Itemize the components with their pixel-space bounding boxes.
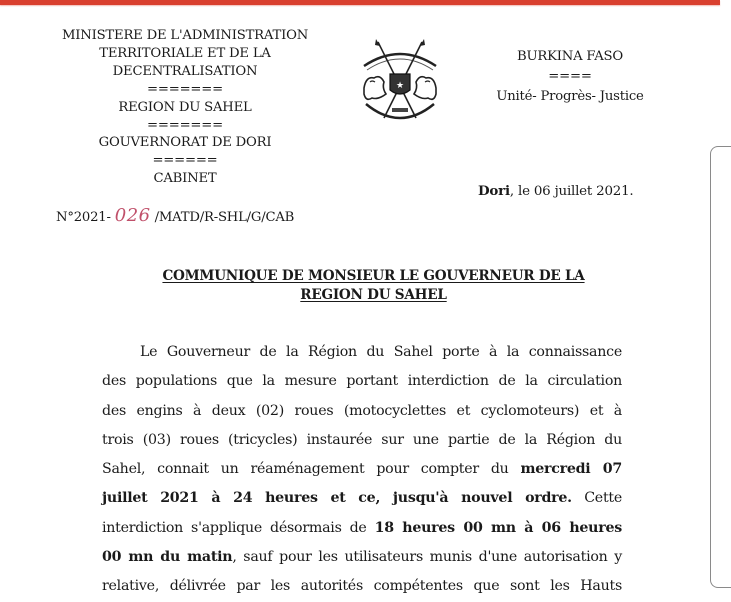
date-text: , le 06 juillet 2021.	[509, 184, 634, 199]
country-name: BURKINA FASO	[516, 49, 624, 64]
body-bold-segment: juillet 2021 à 24 heures et ce, jusqu'à nouvel ordre.	[102, 490, 572, 507]
country-separator: ====	[548, 69, 592, 84]
reference-number	[56, 205, 294, 226]
coat-of-arms-icon	[358, 36, 442, 128]
body-line: des populations que la mesure portant interdiction de la circulation	[102, 373, 622, 390]
top-red-bar	[0, 0, 720, 5]
body-line	[102, 484, 622, 513]
header-line: MINISTERE DE L'ADMINISTRATION	[61, 28, 309, 43]
body-bold-segment: 00 mn du matin	[102, 549, 233, 566]
reference-prefix: N°2021-	[56, 210, 115, 225]
side-panel-handle[interactable]	[710, 146, 731, 588]
body-bold-segment: mercredi 07	[520, 461, 622, 478]
ministry-header	[40, 27, 330, 188]
body-line	[102, 543, 622, 572]
header-separator: =======	[147, 117, 223, 133]
communique-title	[100, 267, 647, 305]
body-line: trois (03) roues (tricycles) instaurée sur une partie de la Région du	[102, 431, 622, 448]
body-line: Le Gouverneur de la Région du Sahel porte à la connaissance	[140, 344, 622, 360]
title-line-2: REGION DU SAHEL	[300, 287, 447, 303]
date-city: Dori	[478, 183, 510, 199]
body-text-segment: Sahel, connait un réaménagement pour compter du	[102, 461, 521, 478]
country-header	[470, 47, 670, 107]
national-motto: Unité- Progrès- Justice	[496, 89, 644, 104]
header-line: GOUVERNORAT DE DORI	[98, 135, 272, 151]
header-separator: =======	[147, 81, 223, 97]
body-bold-segment: 18 heures 00 mn à 06 heures	[374, 519, 622, 536]
body-text-segment: , sauf pour les utilisateurs munis d'une autorisation y	[232, 549, 622, 566]
header-line: TERRITORIALE ET DE LA	[99, 45, 271, 61]
header-line: CABINET	[153, 171, 217, 187]
body-line	[102, 514, 622, 543]
body-line	[102, 455, 622, 484]
header-line: DECENTRALISATION	[112, 63, 258, 79]
header-separator: ======	[152, 153, 218, 169]
body-text-segment: Cette	[571, 490, 623, 507]
body-text-segment: interdiction s'applique désormais de	[102, 519, 375, 536]
svg-text:★: ★	[395, 81, 405, 91]
title-line-1: COMMUNIQUE DE MONSIEUR LE GOUVERNEUR DE LA	[162, 268, 585, 284]
reference-suffix: /MATD/R-SHL/G/CAB	[150, 210, 295, 225]
body-line: relative, délivrée par les autorités compétentes que sont les Hauts	[102, 578, 622, 595]
header-line: REGION DU SAHEL	[118, 99, 252, 115]
handwritten-number: 026	[114, 205, 151, 226]
communique-body	[102, 338, 622, 602]
document-date	[478, 183, 633, 199]
body-line: des engins à deux (02) roues (motocyclettes et cyclomoteurs) et à	[102, 402, 622, 419]
